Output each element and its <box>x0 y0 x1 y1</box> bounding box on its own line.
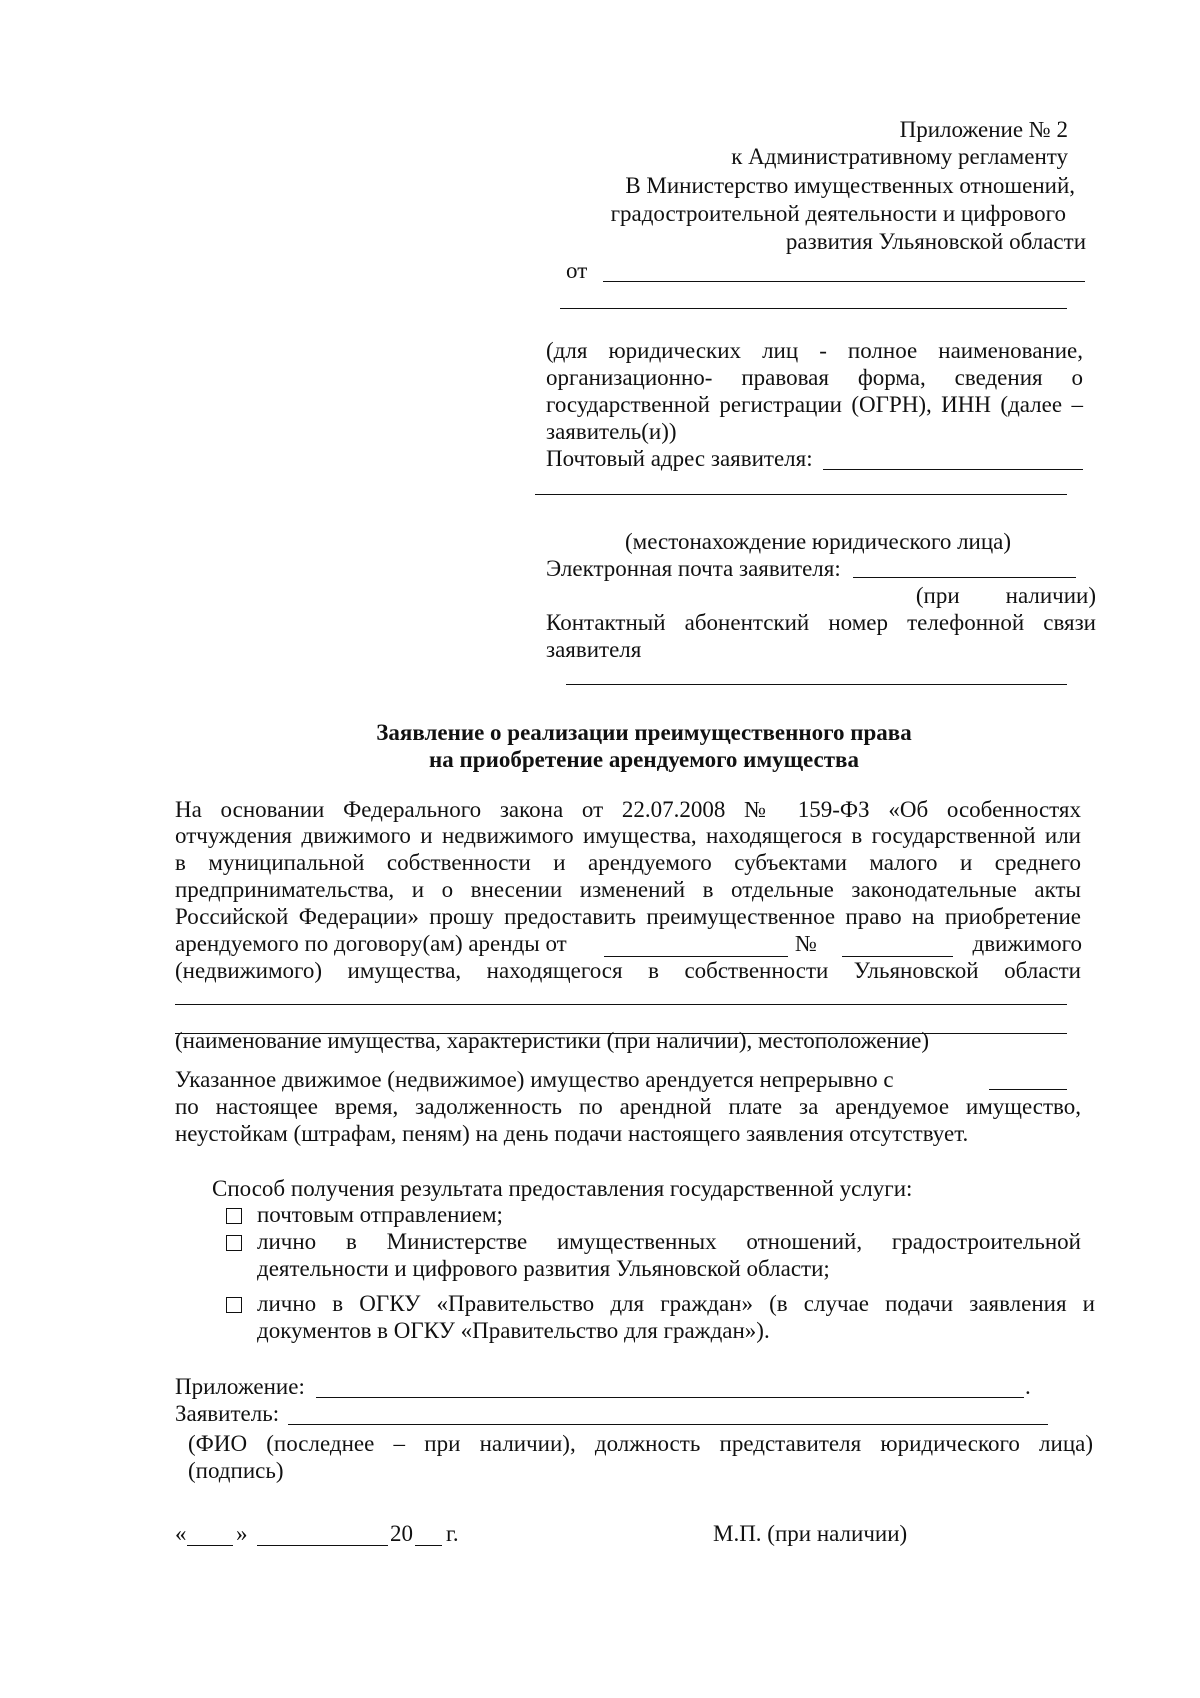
document-title-line-2: на приобретение арендуемого имущества <box>429 747 859 772</box>
body-line-2: отчуждения движимого и недвижимого имущества, находящегося в государственной или <box>175 823 1081 848</box>
date-open-quote: « <box>175 1521 187 1546</box>
property-field[interactable] <box>175 1004 1067 1005</box>
signature-hint: (подпись) <box>188 1458 284 1483</box>
legal-entity-hint-4: заявитель(и)) <box>546 419 677 444</box>
body-line-5: Российской Федерации» прошу предоставить преимущественное право на приобретение <box>175 904 1081 929</box>
date-year-field[interactable] <box>415 1545 442 1546</box>
date-year-suffix: г. <box>446 1521 459 1546</box>
attachment-field[interactable] <box>316 1397 1024 1398</box>
lease-contract-label: арендуемого по договору(ам) аренды от <box>175 931 567 956</box>
delivery-mail-checkbox[interactable] <box>226 1208 242 1224</box>
delivery-mail-label: почтовым отправлением; <box>257 1202 503 1227</box>
date-day-field[interactable] <box>187 1545 233 1546</box>
delivery-mfc-label-1: лично в ОГКУ «Правительство для граждан» (в случае подачи заявления и <box>257 1291 1095 1316</box>
postal-address-field[interactable] <box>823 469 1083 470</box>
email-label: Электронная почта заявителя: <box>546 556 841 581</box>
regulation-reference: к Административному регламенту <box>731 144 1068 169</box>
email-field[interactable] <box>853 577 1076 578</box>
continuous-lease-label: Указанное движимое (недвижимое) имущество арендуется непрерывно с <box>175 1067 894 1092</box>
date-close-quote: » <box>236 1521 248 1546</box>
delivery-mfc-checkbox[interactable] <box>226 1297 242 1313</box>
body-line-4: предпринимательства, и о внесении изменений в отдельные законодательные акты <box>175 877 1081 902</box>
date-month-field[interactable] <box>257 1545 388 1546</box>
legal-entity-hint-2: организационно- правовая форма, сведения о <box>546 365 1083 390</box>
applicant-label: Заявитель: <box>175 1401 280 1426</box>
body-line-3: в муниципальной собственности и арендуемого субъектами малого и среднего <box>175 850 1081 875</box>
body-line-p2-3: неустойкам (штрафам, пеням) на день подачи настоящего заявления отсутствует. <box>175 1121 969 1146</box>
location-hint: (местонахождение юридического лица) <box>625 529 1012 554</box>
delivery-ministry-label-1: лично в Министерстве имущественных отношений, градостроительной <box>257 1229 1081 1254</box>
from-label: от <box>566 258 588 283</box>
body-line-p2-2: по настоящее время, задолженность по арендной плате за арендуемое имущество, <box>175 1094 1081 1119</box>
body-line-1: На основании Федерального закона от 22.07.2008 № 159-ФЗ «Об особенностях <box>175 797 1081 822</box>
postal-address-label: Почтовый адрес заявителя: <box>546 446 813 471</box>
if-any-hint: (при наличии) <box>915 583 1096 608</box>
addressee-line-3: развития Ульяновской области <box>785 229 1086 254</box>
body-line-7: (недвижимого) имущества, находящегося в собственности Ульяновской области <box>175 958 1081 983</box>
attachment-period: . <box>1025 1374 1031 1399</box>
date-year-prefix: 20 <box>390 1521 413 1546</box>
phone-label-2: заявителя <box>546 637 642 662</box>
phone-label-1: Контактный абонентский номер телефонной связи <box>546 610 1096 635</box>
document-title-line-1: Заявление о реализации преимущественного права <box>376 720 912 745</box>
stamp-placeholder: М.П. (при наличии) <box>713 1521 908 1546</box>
property-hint: (наименование имущества, характеристики (при наличии), местоположение) <box>175 1028 929 1053</box>
from-field[interactable] <box>603 281 1085 282</box>
attachment-label: Приложение: <box>175 1374 305 1399</box>
applicant-field[interactable] <box>288 1424 1048 1425</box>
postal-address-field-continued[interactable] <box>535 494 1067 495</box>
delivery-heading: Способ получения результата предоставления государственной услуги: <box>212 1176 913 1201</box>
fio-hint: (ФИО (последнее – при наличии), должность представителя юридического лица) <box>188 1431 1093 1456</box>
delivery-ministry-checkbox[interactable] <box>226 1235 242 1251</box>
addressee-line-2: градостроительной деятельности и цифрового <box>610 201 1066 226</box>
delivery-mfc-label-2: документов в ОГКУ «Правительство для граждан»). <box>257 1318 770 1343</box>
appendix-number: Приложение № 2 <box>899 117 1068 142</box>
delivery-ministry-label-2: деятельности и цифрового развития Ульяновской области; <box>257 1256 830 1281</box>
lease-start-date-field[interactable] <box>989 1089 1067 1090</box>
legal-entity-hint-3: государственной регистрации (ОГРН), ИНН (далее – <box>546 392 1083 417</box>
from-field-continued[interactable] <box>560 308 1067 309</box>
legal-entity-hint-1: (для юридических лиц - полное наименование, <box>546 338 1083 363</box>
phone-field[interactable] <box>566 684 1067 685</box>
addressee-line-1: В Министерство имущественных отношений, <box>625 173 1075 198</box>
lease-number-label: № <box>795 931 817 956</box>
movable-label: движимого <box>972 931 1082 956</box>
